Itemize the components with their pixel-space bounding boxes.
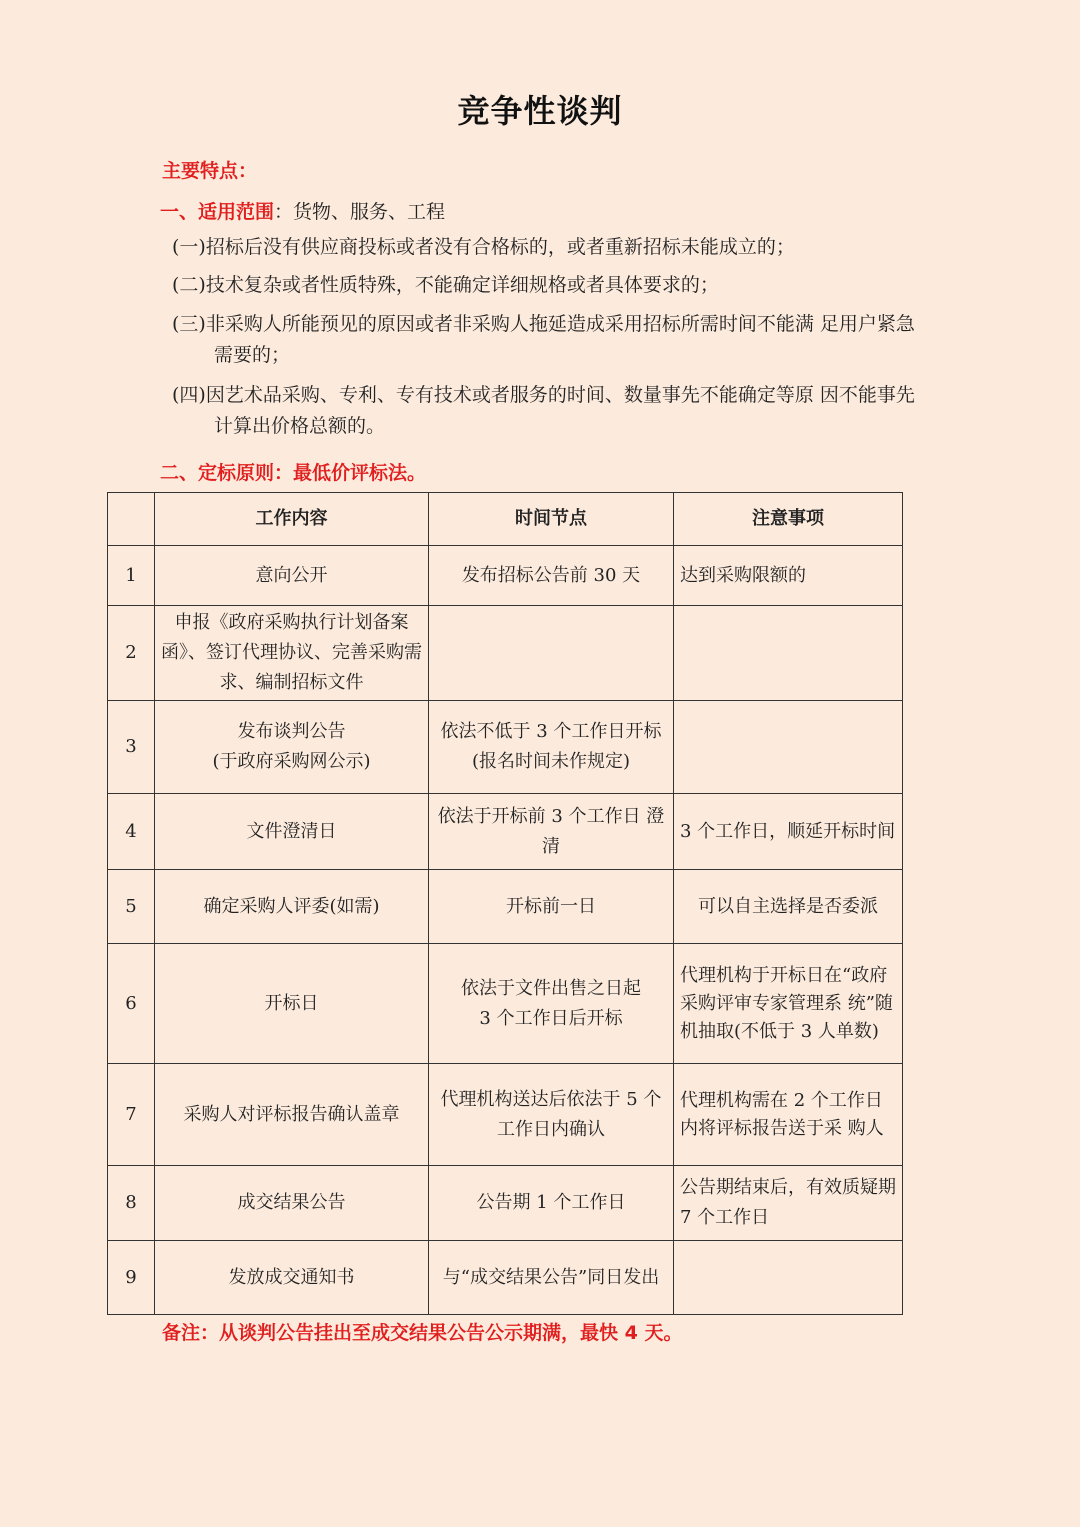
table-header-row (108, 493, 903, 546)
row-time (429, 944, 674, 1064)
row-note: 代理机构于开标日在“政府采购评审专家管理系 统”随机抽取(不低于 3 人单数) (674, 944, 903, 1064)
row-content: 采购人对评标报告确认盖章 (155, 1064, 429, 1166)
features-heading: 主要特点： (162, 160, 258, 182)
row-note: 公告期结束后，有效质疑期 7 个工作日 (674, 1166, 903, 1241)
row-note (674, 1241, 903, 1315)
scope-line (160, 197, 445, 227)
header-notes: 注意事项 (674, 493, 903, 546)
row-time: 开标前一日 (429, 870, 674, 944)
row-number: 2 (108, 606, 155, 701)
footnote: 备注：从谈判公告挂出至成交结果公告公示期满，最快 4 天。 (162, 1322, 683, 1344)
row-number: 8 (108, 1166, 155, 1241)
row-number: 3 (108, 701, 155, 794)
row-content (155, 701, 429, 794)
principle-heading: 二、定标原则：最低价评标法。 (160, 462, 427, 484)
row-number: 6 (108, 944, 155, 1064)
row-content: 意向公开 (155, 546, 429, 606)
row-time-main: 依法于文件出售之日起 (461, 977, 641, 999)
scope-item-2 (172, 270, 922, 301)
table-row (108, 701, 903, 794)
scope-item-text: (三)非采购人所能预见的原因或者非采购人拖延造成采用招标所需时间不能满 足用户紧急 (172, 313, 915, 335)
row-content-main: 发布谈判公告 (237, 721, 346, 742)
scope-item-cont: 需要的； (214, 344, 291, 366)
row-time: 与“成交结果公告”同日发出 (429, 1241, 674, 1315)
row-time-main: 依法不低于 3 个工作日开标 (440, 721, 662, 742)
scope-item-cont: 计算出价格总额的。 (214, 415, 386, 437)
header-time: 时间节点 (429, 493, 674, 546)
table-row (108, 794, 903, 870)
row-content: 成交结果公告 (155, 1166, 429, 1241)
row-number: 9 (108, 1241, 155, 1315)
scope-item-4 (172, 380, 922, 442)
row-note (674, 606, 903, 701)
row-number: 1 (108, 546, 155, 606)
row-content: 发放成交通知书 (155, 1241, 429, 1315)
row-time-sub: (报名时间未作规定) (471, 751, 631, 772)
row-time: 发布招标公告前 30 天 (429, 546, 674, 606)
table-row (108, 1166, 903, 1241)
row-time: 代理机构送达后依法于 5 个工作日内确认 (429, 1064, 674, 1166)
table-row (108, 1064, 903, 1166)
table-row (108, 606, 903, 701)
row-content: 确定采购人评委(如需) (155, 870, 429, 944)
schedule-table (107, 492, 903, 1315)
table-row (108, 870, 903, 944)
row-number: 5 (108, 870, 155, 944)
scope-item-text: (一)招标后没有供应商投标或者没有合格标的，或者重新招标未能成立的； (172, 236, 795, 258)
row-note: 代理机构需在 2 个工作日内将评标报告送于采 购人 (674, 1064, 903, 1166)
table-row (108, 1241, 903, 1315)
scope-value: ：货物、服务、工程 (274, 201, 446, 223)
scope-item-3 (172, 309, 922, 371)
row-note: 3 个工作日，顺延开标时间 (674, 794, 903, 870)
row-time (429, 606, 674, 701)
scope-item-text: (二)技术复杂或者性质特殊，不能确定详细规格或者具体要求的； (172, 274, 719, 296)
table-row (108, 546, 903, 606)
row-note: 达到采购限额的 (674, 546, 903, 606)
row-number: 4 (108, 794, 155, 870)
row-time (429, 701, 674, 794)
row-time: 依法于开标前 3 个工作日 澄清 (429, 794, 674, 870)
header-index (108, 493, 155, 546)
row-time: 公告期 1 个工作日 (429, 1166, 674, 1241)
row-content: 申报《政府采购执行计划备案函》、签订代理协议、完善采购需求、编制招标文件 (155, 606, 429, 701)
row-number: 7 (108, 1064, 155, 1166)
row-content: 文件澄清日 (155, 794, 429, 870)
page-title: 竞争性谈判 (457, 92, 623, 130)
scope-item-1 (172, 232, 922, 263)
table-row (108, 944, 903, 1064)
scope-label: 一、适用范围 (160, 201, 275, 223)
header-content: 工作内容 (155, 493, 429, 546)
row-time-sub: 3 个工作日后开标 (479, 1007, 623, 1029)
row-content: 开标日 (155, 944, 429, 1064)
row-note: 可以自主选择是否委派 (674, 870, 903, 944)
scope-item-text: (四)因艺术品采购、专利、专有技术或者服务的时间、数量事先不能确定等原 因不能事先 (172, 384, 915, 406)
row-note (674, 701, 903, 794)
row-content-sub: (于政府采购网公示) (212, 751, 371, 772)
